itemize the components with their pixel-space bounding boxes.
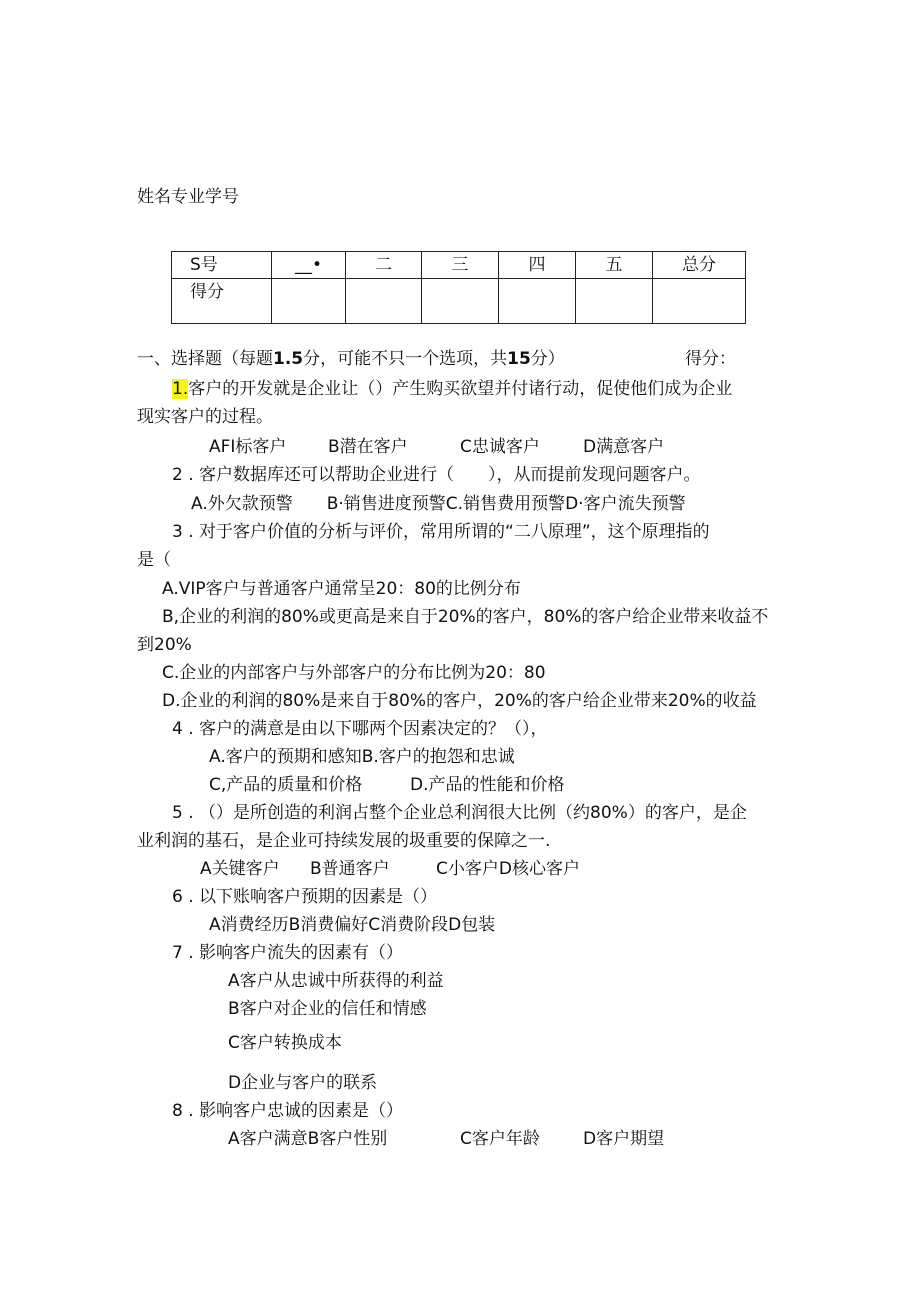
- section-title-text: 一、选择题（每题: [137, 349, 273, 369]
- question-text: 客户的开发就是企业让（）产生购买欲望并付诸行动，促使他们成为企业: [188, 379, 733, 399]
- question-number: 7: [172, 943, 183, 963]
- table-cell: 得分: [172, 279, 272, 324]
- question-3: [172, 521, 710, 543]
- option: D.企业的利润的80%是来自于80%的客户，20%的客户给企业带来20%的收益: [162, 691, 757, 711]
- question-2: [172, 464, 701, 486]
- options-line: A.外欠款预警 B·销售进度预警C.销售费用预警D·客户流失预警: [191, 494, 686, 514]
- option: AFI标客户: [209, 437, 287, 457]
- question-number: 3: [172, 522, 183, 542]
- question-5: [172, 802, 747, 824]
- table-cell: S号: [172, 252, 272, 279]
- score-input-cell[interactable]: [499, 279, 576, 324]
- option: A客户满意B客户性别: [228, 1129, 388, 1149]
- question-text: 现实客户的过程。: [137, 407, 273, 427]
- option: A关键客户: [200, 859, 280, 879]
- table-cell: 总分: [653, 252, 746, 279]
- score-table: [171, 251, 746, 324]
- question-number: 2: [172, 465, 183, 485]
- section-score-label: 得分：: [685, 349, 736, 369]
- question-6: [172, 886, 437, 908]
- option: A客户从忠诚中所获得的利益: [228, 971, 444, 991]
- score-input-cell[interactable]: [422, 279, 499, 324]
- option: C客户年龄: [460, 1129, 540, 1149]
- score-table-score-row: [172, 279, 746, 324]
- option: B普通客户: [310, 859, 390, 879]
- options-line: A消费经历B消费偏好C消费阶段D包装: [209, 915, 496, 935]
- option: C小客户D核心客户: [436, 859, 580, 879]
- section-title-text: 分）: [530, 349, 565, 369]
- score-table-header-row: [172, 252, 746, 279]
- table-cell: 二: [346, 252, 422, 279]
- option: A.VIP客户与普通客户通常呈20：80的比例分布: [162, 579, 521, 599]
- section-title-text: 15: [507, 349, 531, 369]
- option: B,企业的利润的80%或更高是来自于20%的客户，80%的客户给企业带来收益不: [162, 607, 769, 627]
- question-text: . （）是所创造的利润占整个企业总利润很大比例（约80%）的客户，是企: [188, 803, 747, 823]
- section-title-text: 分，可能不只一个选项，共: [303, 349, 508, 369]
- question-text: . 客户的满意是由以下哪两个因素决定的？（），: [188, 719, 548, 739]
- option: 到20%: [137, 635, 192, 655]
- option: B潜在客户: [328, 437, 408, 457]
- score-input-cell[interactable]: [272, 279, 346, 324]
- score-input-cell[interactable]: [346, 279, 422, 324]
- option: C,产品的质量和价格: [209, 775, 363, 795]
- options-line: A.客户的预期和感知B.客户的抱怨和忠诚: [209, 747, 515, 767]
- student-info-header: 姓名专业学号: [137, 187, 239, 207]
- question-number: 1.: [172, 379, 189, 399]
- option: B客户对企业的信任和情感: [228, 999, 427, 1019]
- question-text: . 以下账响客户预期的因素是（）: [188, 887, 438, 907]
- table-cell: 四: [499, 252, 576, 279]
- score-input-cell[interactable]: [576, 279, 653, 324]
- question-4: [172, 718, 548, 740]
- question-text: 业利润的基石，是企业可持续发展的圾重要的保障之一.: [137, 831, 551, 851]
- option: C忠诚客户: [460, 437, 540, 457]
- question-text: 是（: [137, 550, 171, 570]
- question-text: . 对于客户价值的分析与评价，常用所谓的“二八原理”，这个原理指的: [188, 522, 710, 542]
- question-number: 8: [172, 1101, 183, 1121]
- option: C.企业的内部客户与外部客户的分布比例为20：80: [162, 663, 546, 683]
- question-7: [172, 942, 403, 964]
- option: D客户期望: [583, 1129, 665, 1149]
- table-cell: 五: [576, 252, 653, 279]
- score-input-cell[interactable]: [653, 279, 746, 324]
- section-title: [137, 348, 565, 370]
- question-8: [172, 1100, 403, 1122]
- question-text: . 影响客户忠诚的因素是（）: [188, 1101, 404, 1121]
- question-number: 4: [172, 719, 183, 739]
- question-1: [172, 378, 732, 400]
- option: D.产品的性能和价格: [410, 775, 565, 795]
- question-text: . 影响客户流失的因素有（）: [188, 943, 404, 963]
- table-cell: 三: [422, 252, 499, 279]
- option: D企业与客户的联系: [228, 1073, 378, 1093]
- question-number: 6: [172, 887, 183, 907]
- table-cell: __•: [272, 252, 346, 279]
- option: C客户转换成本: [228, 1033, 342, 1053]
- option: D满意客户: [583, 437, 665, 457]
- question-number: 5: [172, 803, 183, 823]
- question-text: . 客户数据库还可以帮助企业进行（ ），从而提前发现问题客户。: [188, 465, 701, 485]
- section-title-text: 1.5: [273, 349, 304, 369]
